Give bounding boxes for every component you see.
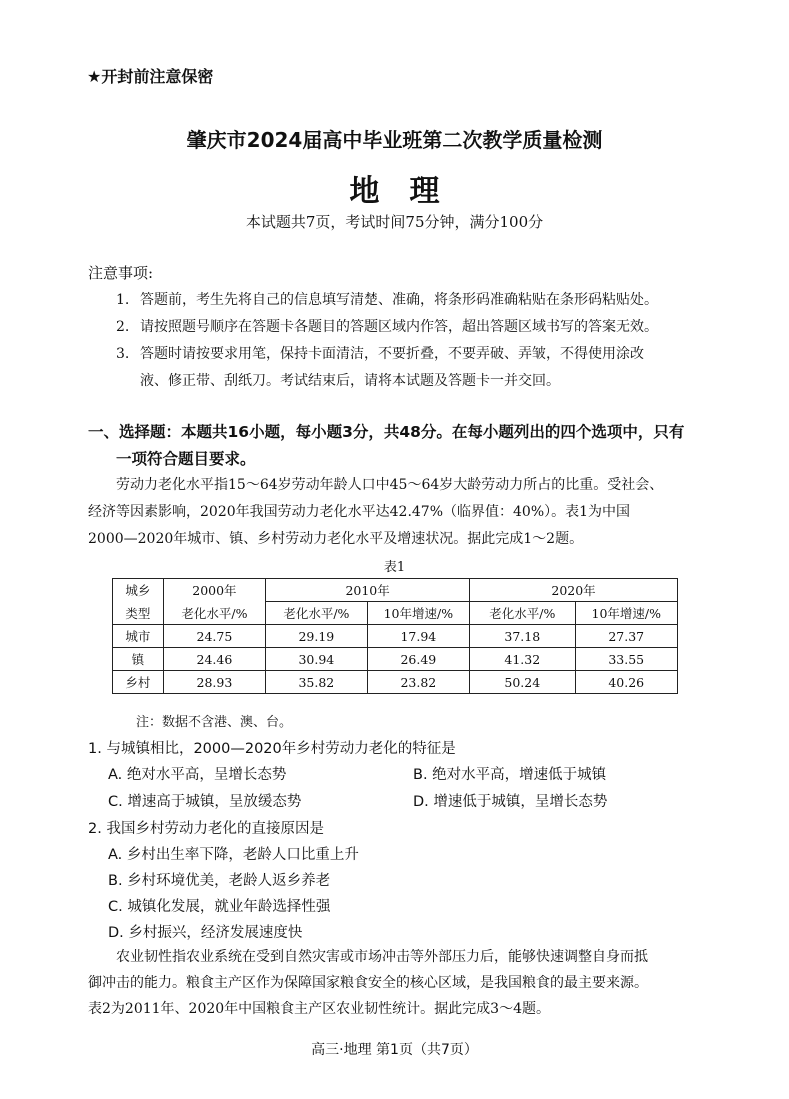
notice-item bbox=[116, 289, 658, 309]
table-header-row bbox=[113, 579, 678, 602]
table-cell: 26.49 bbox=[367, 648, 469, 671]
answer-option: A. 乡村出生率下降，老龄人口比重上升 bbox=[108, 847, 359, 863]
table-header-cell: 2010年 bbox=[266, 579, 470, 602]
table-cell: 23.82 bbox=[367, 671, 469, 694]
answer-option: C. 增速高于城镇，呈放缓态势 bbox=[108, 794, 302, 810]
table-note: 注：数据不含港、澳、台。 bbox=[136, 715, 293, 730]
notice-text: 答题时请按要求用笔，保持卡面清洁，不要折叠，不要弄破、弄皱，不得使用涂改 bbox=[140, 346, 644, 362]
notice-heading: 注意事项: bbox=[88, 264, 154, 282]
answer-option: D. 增速低于城镇，呈增长态势 bbox=[413, 794, 608, 810]
table-row bbox=[113, 625, 678, 648]
data-table bbox=[112, 578, 678, 694]
notice-text-continued: 液、修正带、刮纸刀。考试结束后，请将本试题及答题卡一并交回。 bbox=[140, 373, 560, 389]
table-header-cell: 2020年 bbox=[470, 579, 678, 602]
section-heading-continued: 一项符合题目要求。 bbox=[116, 450, 256, 468]
notice-number: 1. bbox=[116, 292, 130, 308]
question-stem: 2. 我国乡村劳动力老化的直接原因是 bbox=[88, 821, 324, 837]
exam-title: 肇庆市2024届高中毕业班第二次教学质量检测 bbox=[186, 128, 603, 152]
page-footer: 高三·地理 第1页（共7页） bbox=[311, 1042, 478, 1058]
table-cell: 17.94 bbox=[367, 625, 469, 648]
answer-option: B. 绝对水平高，增速低于城镇 bbox=[413, 767, 607, 783]
table-cell: 乡村 bbox=[113, 671, 164, 694]
table-header-cell: 老化水平/% bbox=[163, 602, 265, 625]
table-header-row bbox=[113, 602, 678, 625]
intro-paragraph-line: 2000—2020年城市、镇、乡村劳动力老化水平及增速状况。据此完成1～2题。 bbox=[88, 531, 584, 547]
table-cell: 27.37 bbox=[575, 625, 678, 648]
table-header-cell: 10年增速/% bbox=[367, 602, 469, 625]
table-header-cell: 10年增速/% bbox=[575, 602, 678, 625]
table-row bbox=[113, 648, 678, 671]
table-cell: 41.32 bbox=[470, 648, 575, 671]
table-cell: 镇 bbox=[113, 648, 164, 671]
confidential-label: ★开封前注意保密 bbox=[87, 67, 214, 86]
table-cell: 37.18 bbox=[470, 625, 575, 648]
table-header-cell: 老化水平/% bbox=[470, 602, 575, 625]
table-header-cell: 老化水平/% bbox=[266, 602, 367, 625]
passage-line: 农业韧性指农业系统在受到自然灾害或市场冲击等外部压力后，能够快速调整自身而抵 bbox=[116, 949, 648, 965]
table-cell: 城市 bbox=[113, 625, 164, 648]
notice-text: 答题前，考生先将自己的信息填写清楚、准确，将条形码准确粘贴在条形码粘贴处。 bbox=[140, 292, 658, 308]
subject-title: 地理 bbox=[349, 174, 470, 209]
answer-option: B. 乡村环境优美，老龄人返乡养老 bbox=[108, 873, 331, 889]
table-header-cell: 2000年 bbox=[163, 579, 265, 602]
table-cell: 29.19 bbox=[266, 625, 367, 648]
question-stem: 1. 与城镇相比，2000—2020年乡村劳动力老化的特征是 bbox=[88, 741, 456, 757]
exam-info: 本试题共7页，考试时间75分钟，满分100分 bbox=[245, 213, 544, 231]
intro-paragraph-line: 经济等因素影响，2020年我国劳动力老化水平达42.47%（临界值：40%）。表1为中国 bbox=[88, 504, 631, 520]
table-cell: 35.82 bbox=[266, 671, 367, 694]
passage-line: 表2为2011年、2020年中国粮食主产区农业韧性统计。据此完成3～4题。 bbox=[88, 1001, 550, 1017]
answer-option: C. 城镇化发展，就业年龄选择性强 bbox=[108, 899, 331, 915]
table-cell: 50.24 bbox=[470, 671, 575, 694]
notice-item bbox=[116, 343, 644, 363]
notice-number: 2. bbox=[116, 319, 130, 335]
section-heading: 一、选择题：本题共16小题，每小题3分，共48分。在每小题列出的四个选项中，只有 bbox=[88, 423, 685, 441]
passage-line: 御冲击的能力。粮食主产区作为保障国家粮食安全的核心区域，是我国粮食的最主要来源。 bbox=[88, 975, 648, 991]
notice-item bbox=[116, 316, 658, 336]
table-cell: 30.94 bbox=[266, 648, 367, 671]
table-header-cell: 类型 bbox=[113, 602, 164, 625]
notice-number: 3. bbox=[116, 346, 130, 362]
table-caption: 表1 bbox=[383, 560, 406, 575]
table-header-cell: 城乡 bbox=[113, 579, 164, 602]
table-cell: 40.26 bbox=[575, 671, 678, 694]
table-cell: 24.46 bbox=[163, 648, 265, 671]
intro-paragraph-line: 劳动力老化水平指15～64岁劳动年龄人口中45～64岁大龄劳动力所占的比重。受社会、 bbox=[116, 477, 664, 493]
table-cell: 33.55 bbox=[575, 648, 678, 671]
table-cell: 28.93 bbox=[163, 671, 265, 694]
table-row bbox=[113, 671, 678, 694]
table-cell: 24.75 bbox=[163, 625, 265, 648]
answer-option: D. 乡村振兴，经济发展速度快 bbox=[108, 925, 303, 941]
answer-option: A. 绝对水平高，呈增长态势 bbox=[108, 767, 287, 783]
notice-text: 请按照题号顺序在答题卡各题目的答题区域内作答，超出答题区域书写的答案无效。 bbox=[140, 319, 658, 335]
